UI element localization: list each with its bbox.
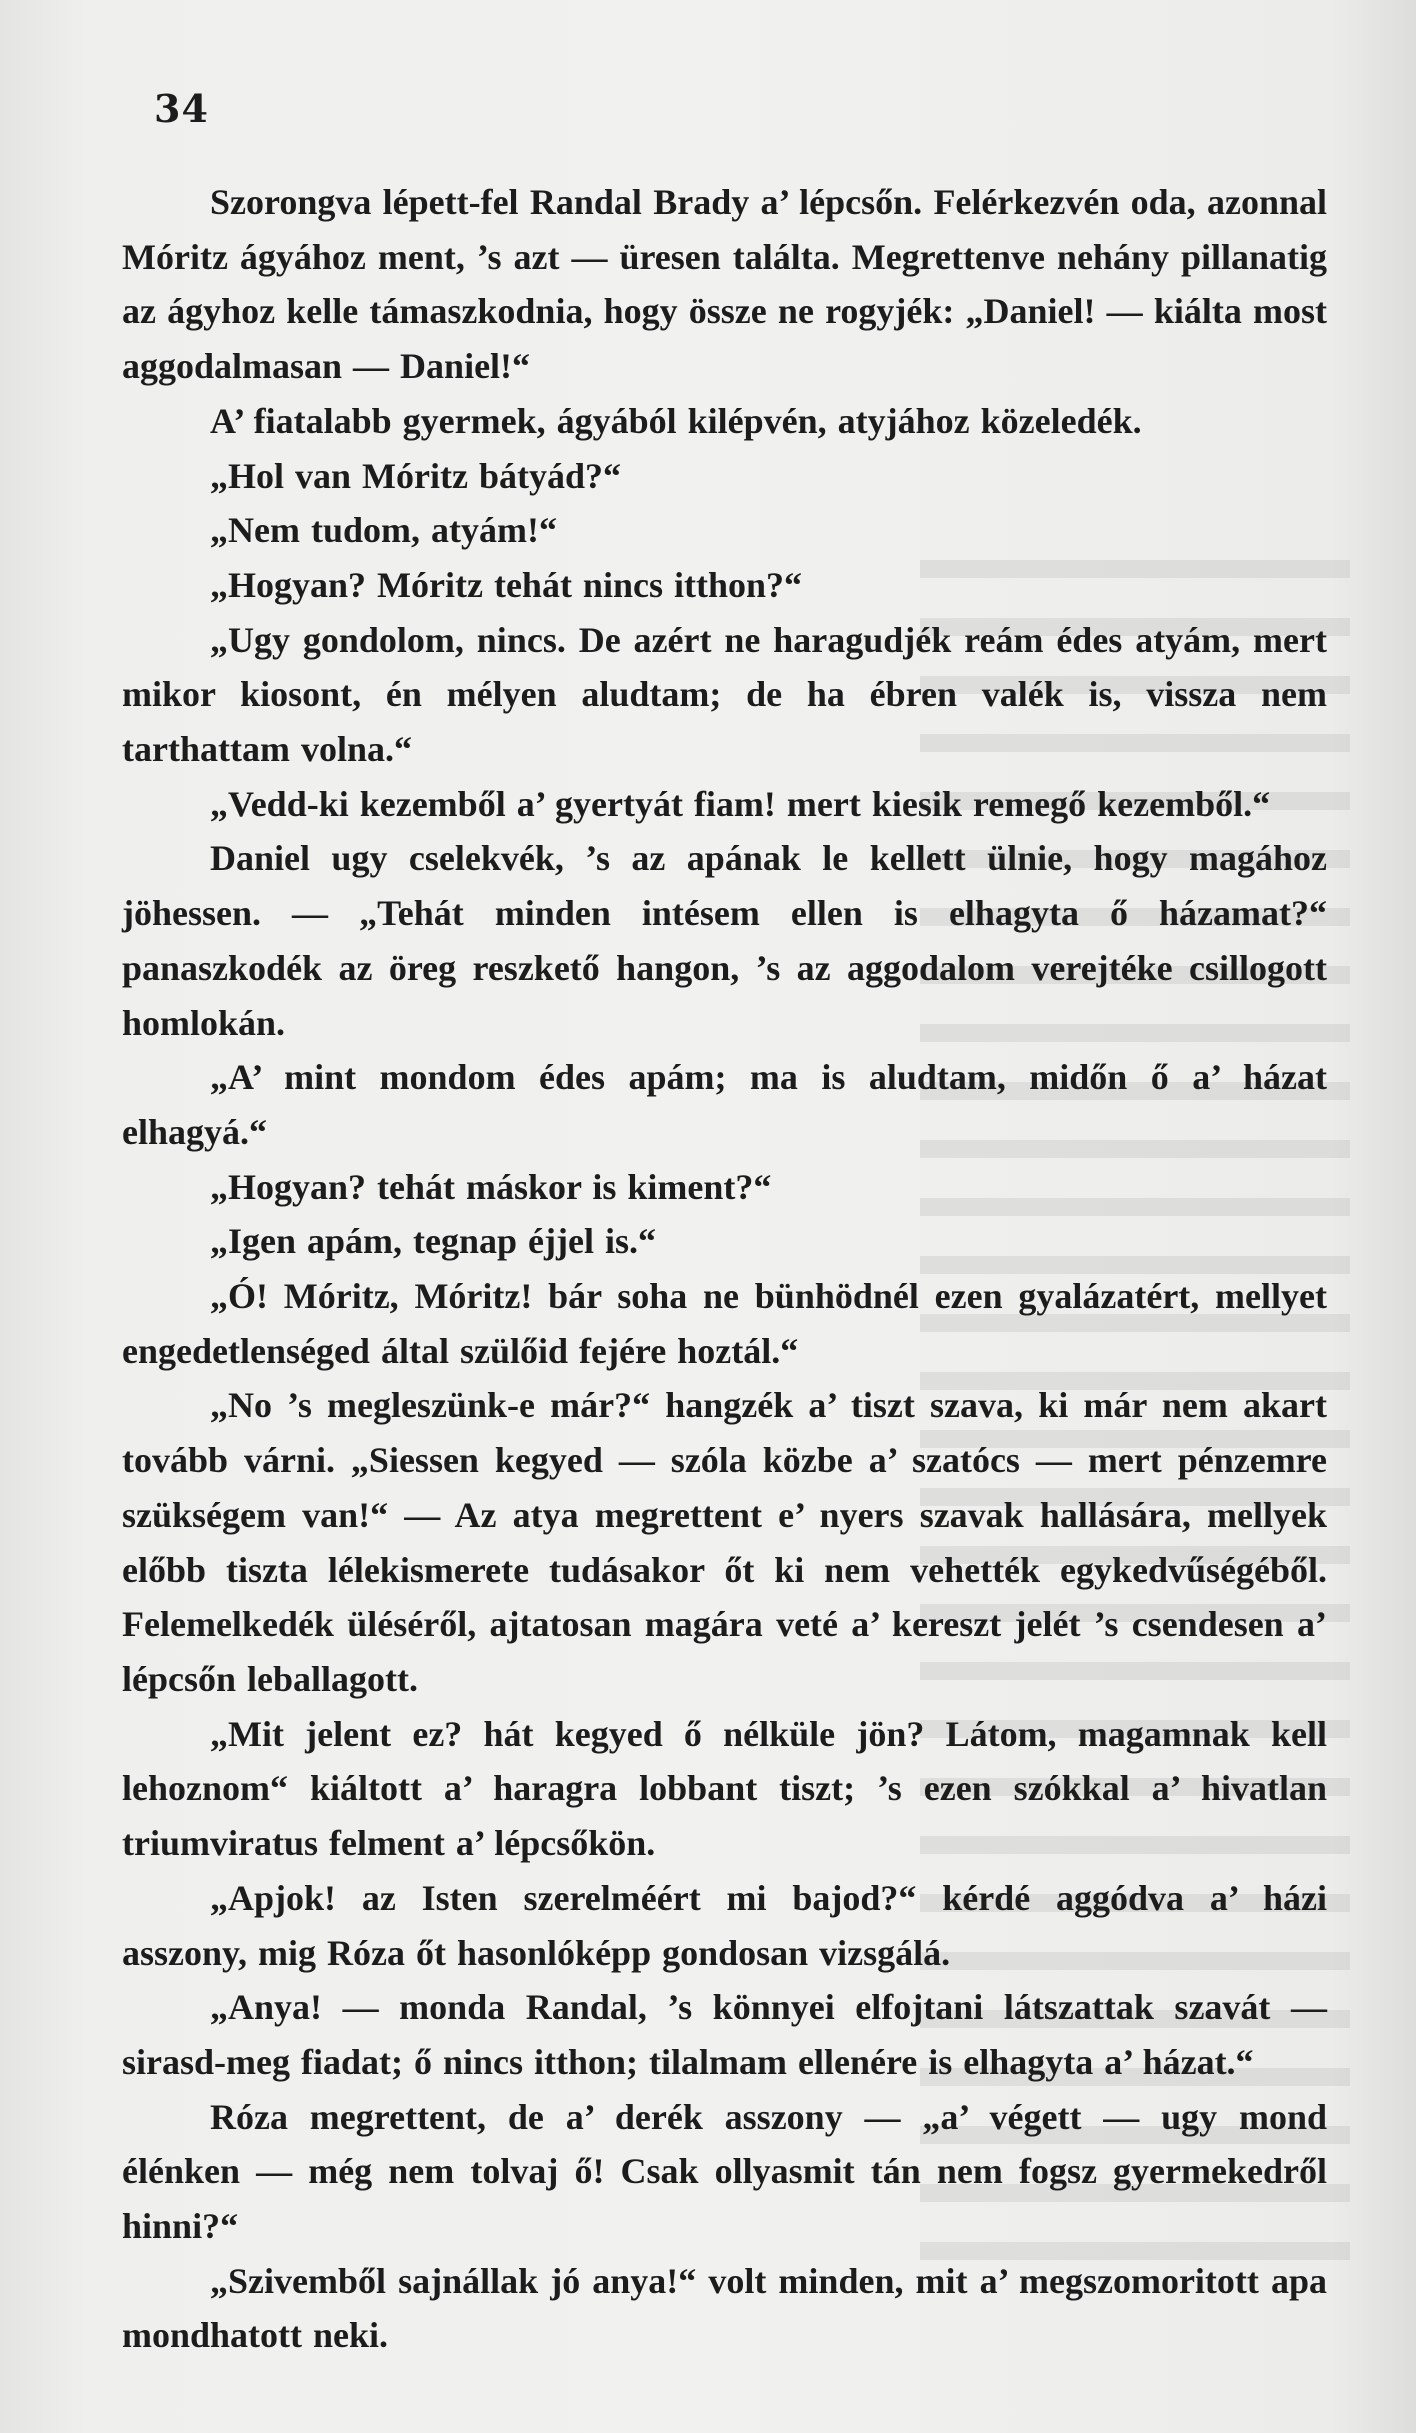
paragraph: „Szivemből sajnállak jó anya!“ volt minden, mit a’ megszomoritott apa mondhatott neki. [122,2260,1327,2356]
paragraph: „Hol van Móritz bátyád?“ [210,455,621,496]
paragraph: „Anya! — monda Randal, ’s könnyei elfojtani látszattak szavát — sirasd-meg fiadat; ő nincs itthon; tilalmam ellenére is elhagyta a’ házat.“ [122,1987,1327,2082]
page-number: 34 [154,86,209,131]
paragraph: Szorongva lépett-fel Randal Brady a’ lépcsőn. Felérkezvén oda, azonnal Móritz ágyához ment, ’s azt — üresen találta. Megrettenve nehány pillanatig az ágyhoz kelle támaszkodnia, hogy össze ne rogyjék: „Daniel! — kiálta most aggodalmasan — Daniel!“ [122,182,1327,387]
paragraph: „Ó! Móritz, Móritz! bár soha ne bünhödnél ezen gyalázatért, mellyet engedetlenséged által szülőid fejére hoztál.“ [122,1276,1327,1371]
paragraph: „Hogyan? Móritz tehát nincs itthon?“ [210,564,802,605]
body-text [122,175,1327,2363]
paragraph: Róza megrettent, de a’ derék asszony — „a’ végett — ugy mond élénken — még nem tolvaj ő! Csak ollyasmit tán nem fogsz gyermekedről hinni?“ [122,2096,1327,2247]
paragraph: „Ugy gondolom, nincs. De azért ne haragudjék reám édes atyám, mert mikor kiosont, én mélyen aludtam; de ha ébren valék is, vissza nem tarthattam volna.“ [122,619,1327,770]
paragraph: „Apjok! az Isten szerelméért mi bajod?“ kérdé aggódva a’ házi asszony, mig Róza őt hasonlóképp gondosan vizsgálá. [122,1877,1327,1973]
paragraph: „Vedd-ki kezemből a’ gyertyát fiam! mert kiesik remegő kezemből.“ [210,783,1271,824]
paragraph: „Hogyan? tehát máskor is kiment?“ [210,1166,772,1207]
paragraph: „Mit jelent ez? hát kegyed ő nélküle jön? Látom, magamnak kell lehoznom“ kiáltott a’ haragra lobbant tiszt; ’s ezen szókkal a’ hivatlan triumviratus felment a’ lépcsőkön. [122,1713,1327,1864]
paragraph: „Igen apám, tegnap éjjel is.“ [210,1221,656,1262]
paragraph: Daniel ugy cselekvék, ’s az apának le kellett ülnie, hogy magához jöhessen. — „Tehát minden intésem ellen is elhagyta ő házamat?“ panaszkodék az öreg reszkető hangon, ’s az aggodalom verejtéke csillogott homlokán. [122,838,1327,1043]
paragraph: „No ’s megleszünk-e már?“ hangzék a’ tiszt szava, ki már nem akart tovább várni. „Siessen kegyed — szóla közbe a’ szatócs — mert pénzemre szükségem van!“ — Az atya megrettent e’ nyers szavak hallására, mellyek előbb tiszta lélekismerete tudásakor őt ki nem vehették egykedvűségéből. Felemelkedék üléséről, ajtatosan magára veté a’ kereszt jelét ’s csendesen a’ lépcsőn leballagott. [122,1385,1327,1699]
paragraph: A’ fiatalabb gyermek, ágyából kilépvén, atyjához közeledék. [210,400,1142,441]
paragraph: „A’ mint mondom édes apám; ma is aludtam, midőn ő a’ házat elhagyá.“ [122,1057,1327,1152]
paragraph: „Nem tudom, atyám!“ [210,510,557,551]
